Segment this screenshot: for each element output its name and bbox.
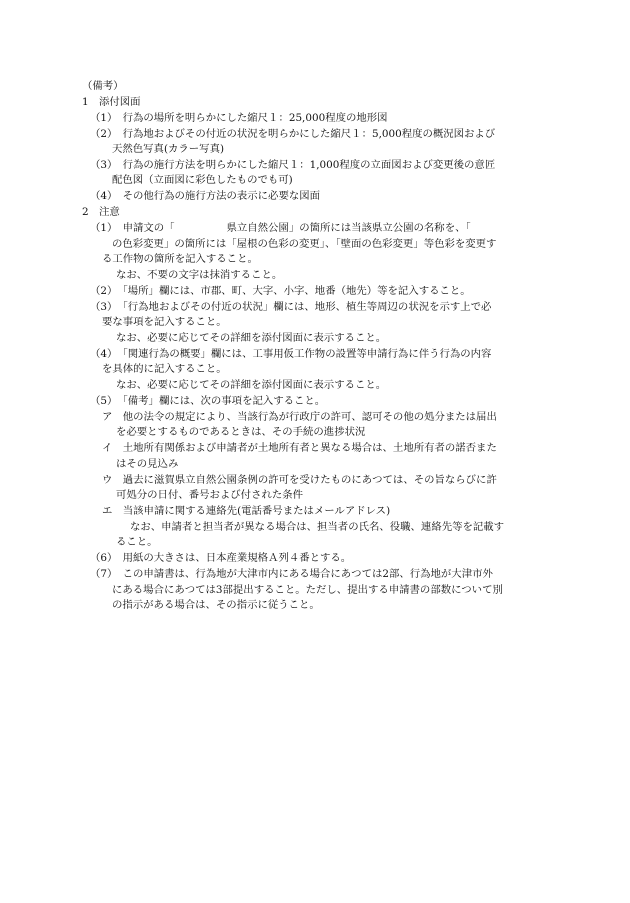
- s1-item-1: （1） 行為の場所を明らかにした縮尺１：25,000程度の地形図: [90, 112, 388, 124]
- s2-item-3-line-2: 要な事項を記入すること。: [102, 316, 227, 328]
- s2-item-4-line-1: （4） 「関連行為の概要」欄には、工事用仮工作物の設置等申請行為に伴う行為の内容: [90, 348, 492, 360]
- s2-item-1-line-3: る工作物の箇所を記入すること。: [102, 253, 258, 265]
- s2-item-3-line-3: なお、必要に応じてその詳細を添付図面に表示すること。: [116, 332, 387, 344]
- s2-item-5: （5） 「備考」欄には、次の事項を記入すること。: [90, 395, 326, 407]
- s1-item-4: （4） その他行為の施行方法の表示に必要な図面: [90, 190, 321, 202]
- s2-item-4-line-3: なお、必要に応じてその詳細を添付図面に表示すること。: [116, 379, 387, 391]
- s2-item-5-i-line-1: イ 土地所有関係および申請者が土地所有者と異なる場合は、土地所有者の諾否また: [102, 442, 497, 454]
- notes-heading: （備考）: [82, 80, 124, 92]
- s2-item-5-u-line-2: 可処分の日付、番号および付された条件: [116, 489, 304, 501]
- s2-item-3-line-1: （3） 「行為地およびその付近の状況」欄には、地形、植生等周辺の状況を示す上で必: [90, 301, 492, 313]
- s2-item-6: （6） 用紙の大きさは、日本産業規格Ａ列４番とする。: [90, 552, 352, 564]
- s2-item-1-line-1: （1） 申請文の「 県立自然公園」の箇所には当該県立公園の名称を、「: [90, 222, 471, 234]
- s1-item-2-line-2: 天然色写真(カラー写真): [112, 143, 225, 155]
- s1-item-2-line-1: （2） 行為地およびその付近の状況を明らかにした縮尺１：5,000程度の概況図および: [90, 128, 496, 140]
- s2-item-1-line-4: なお、不要の文字は抹消すること。: [116, 269, 283, 281]
- section-1-title: 1 添付図面: [82, 96, 141, 108]
- s2-item-7-line-1: （7） この申請書は、行為地が大津市内にある場合にあつては2部、行為地が大津市外: [90, 568, 493, 580]
- s2-item-4-line-2: を具体的に記入すること。: [102, 363, 227, 375]
- s2-item-5-a-line-2: を必要とするものであるときは、その手続の進捗状況: [116, 426, 366, 438]
- s2-item-5-u-line-1: ウ 過去に滋賀県立自然公園条例の許可を受けたものにあつては、その旨ならびに許: [102, 474, 497, 486]
- s2-item-2: （2） 「場所」欄には、市郡、町、大字、小字、地番（地先）等を記入すること。: [90, 285, 471, 297]
- section-2-title: 2 注意: [82, 206, 120, 218]
- s2-item-5-a-line-1: ア 他の法令の規定により、当該行為が行政庁の許可、認可その他の処分または届出: [102, 411, 497, 423]
- s1-item-3-line-1: （3） 行為の施行方法を明らかにした縮尺１：1,000程度の立面図および変更後の意匠: [90, 159, 496, 171]
- s1-item-3-line-2: 配色図（立面図に彩色したものでも可): [112, 174, 293, 186]
- s2-item-7-line-3: の指示がある場合は、その指示に従うこと。: [112, 599, 320, 611]
- s2-item-5-e-line-1: エ 当該申請に関する連絡先(電話番号またはメールアドレス): [102, 505, 391, 517]
- s2-item-5-e-line-3: ること。: [116, 536, 158, 548]
- s2-item-5-i-line-2: はその見込み: [116, 458, 179, 470]
- s2-item-1-line-2: の色彩変更」の箇所には「屋根の色彩の変更」、「壁面の色彩変更」等色彩を変更す: [112, 238, 497, 250]
- s2-item-5-e-line-2: なお、申請者と担当者が異なる場合は、担当者の氏名、役職、連絡先等を記載す: [130, 521, 505, 533]
- s2-item-7-line-2: にある場合にあつては3部提出すること。ただし、提出する申請書の部数について別: [112, 584, 503, 596]
